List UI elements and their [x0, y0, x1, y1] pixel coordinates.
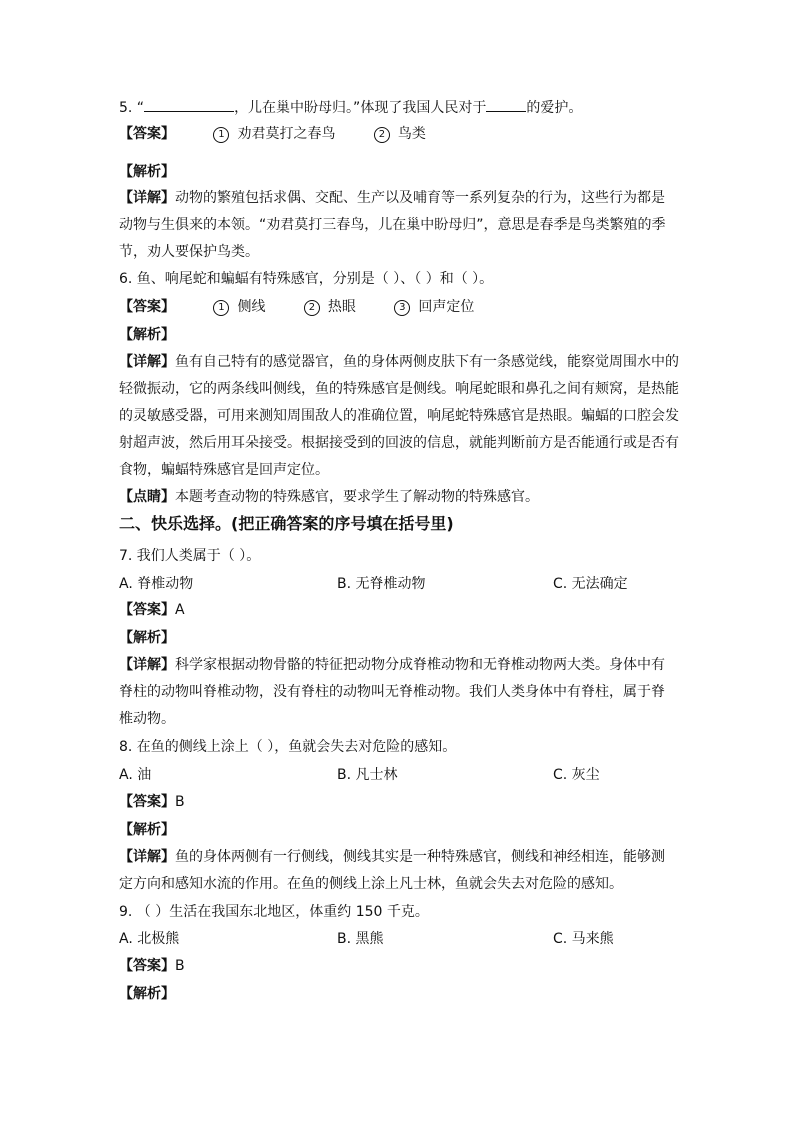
- q5-answer: [119, 124, 679, 144]
- circled-number: 2: [304, 300, 320, 316]
- answer-label: 【答案】: [119, 299, 175, 315]
- q7-option-b: B. 无脊椎动物: [337, 576, 426, 592]
- q8-option-c: C. 灰尘: [553, 767, 600, 783]
- detail-label: 【详解】: [119, 657, 175, 673]
- q7-option-a: A. 脊椎动物: [119, 576, 194, 592]
- q8-detail-1: [119, 847, 679, 867]
- q8-option-a: A. 油: [119, 767, 152, 783]
- q6-detail-4: 射超声波，然后用耳朵接受。根据接受到的回波的信息，就能判断前方是否能通行或是否有: [119, 435, 679, 451]
- answer-text: 侧线: [237, 299, 266, 315]
- section-heading: 二、快乐选择。(把正确答案的序号填在括号里): [119, 514, 454, 533]
- circled-number: 3: [394, 300, 410, 316]
- answer-text: A: [175, 602, 185, 618]
- q9-option-b: B. 黑熊: [337, 931, 384, 947]
- q7-detail-2: 脊柱的动物叫脊椎动物，没有脊柱的动物叫无脊椎动物。我们人类身体中有脊柱，属于脊: [119, 684, 665, 700]
- comment-label: 【点睛】: [119, 489, 175, 505]
- detail-text: 动物的繁殖包括求偶、交配、生产以及哺育等一系列复杂的行为，这些行为都是: [175, 190, 665, 206]
- answer-label: 【答案】: [119, 602, 175, 618]
- q5-detail-1: [119, 188, 679, 208]
- analysis-label: 【解析】: [119, 822, 175, 838]
- q6-comment: [119, 487, 679, 507]
- analysis-label: 【解析】: [119, 164, 175, 180]
- q6-detail-3: 的灵敏感受器，可用来测知周围敌人的准确位置，响尾蛇特殊感官是热眼。蝙蝠的口腔会发: [119, 408, 679, 424]
- q5-prefix: 5. “: [119, 100, 145, 116]
- detail-label: 【详解】: [119, 190, 175, 206]
- q6-stem: 6. 鱼、响尾蛇和蝙蝠有特殊感官，分别是（ ）、（ ）和（ ）。: [119, 271, 494, 287]
- q7-detail-1: [119, 655, 679, 675]
- answer-text: 热眼: [327, 299, 356, 315]
- q9-option-a: A. 北极熊: [119, 931, 180, 947]
- detail-label: 【详解】: [119, 354, 175, 370]
- q5-middle: ，儿在巢中盼母归。”体现了我国人民对于: [234, 100, 487, 116]
- q7-answer: [119, 600, 679, 620]
- q7-option-c: C. 无法确定: [553, 576, 628, 592]
- analysis-label: 【解析】: [119, 630, 175, 646]
- q9-option-c: C. 马来熊: [553, 931, 614, 947]
- q6-detail-5: 食物，蝙蝠特殊感官是回声定位。: [119, 462, 329, 478]
- analysis-label: 【解析】: [119, 986, 175, 1002]
- detail-label: 【详解】: [119, 849, 175, 865]
- q8-answer: [119, 792, 679, 812]
- q6-detail-1: [119, 352, 679, 372]
- q8-stem: 8. 在鱼的侧线上涂上（ ），鱼就会失去对危险的感知。: [119, 739, 457, 755]
- q6-detail-2: 轻微振动，它的两条线叫侧线，鱼的特殊感官是侧线。响尾蛇眼和鼻孔之间有颊窝，是热能: [119, 381, 679, 397]
- q5-blank-1: [144, 97, 234, 112]
- detail-text: 科学家根据动物骨骼的特征把动物分成脊椎动物和无脊椎动物两大类。身体中有: [175, 657, 665, 673]
- q5-stem: [119, 97, 679, 118]
- comment-text: 本题考查动物的特殊感官，要求学生了解动物的特殊感官。: [175, 489, 539, 505]
- q5-detail-2: 动物与生俱来的本领。“劝君莫打三春鸟，儿在巢中盼母归”，意思是春季是鸟类繁殖的季: [119, 217, 666, 233]
- answer-label: 【答案】: [119, 126, 175, 142]
- circled-number: 2: [374, 127, 390, 143]
- answer-text: 劝君莫打之春鸟: [237, 126, 336, 142]
- answer-text: B: [175, 958, 185, 974]
- answer-label: 【答案】: [119, 794, 175, 810]
- detail-text: 鱼有自己特有的感觉器官，鱼的身体两侧皮肤下有一条感觉线，能察觉周围水中的: [175, 354, 679, 370]
- q9-stem: 9. （ ）生活在我国东北地区，体重约 150 千克。: [119, 904, 429, 920]
- answer-label: 【答案】: [119, 958, 175, 974]
- answer-text: B: [175, 794, 185, 810]
- q7-stem: 7. 我们人类属于（ ）。: [119, 548, 261, 564]
- q6-answer: [119, 297, 679, 317]
- answer-text: 鸟类: [397, 126, 426, 142]
- q7-detail-3: 椎动物。: [119, 711, 175, 727]
- answer-text: 回声定位: [418, 299, 475, 315]
- q8-detail-2: 定方向和感知水流的作用。在鱼的侧线上涂上凡士林，鱼就会失去对危险的感知。: [119, 876, 623, 892]
- q8-option-b: B. 凡士林: [337, 767, 398, 783]
- q5-blank-2: [486, 97, 526, 112]
- q9-answer: [119, 956, 679, 976]
- circled-number: 1: [213, 300, 229, 316]
- circled-number: 1: [213, 127, 229, 143]
- detail-text: 鱼的身体两侧有一行侧线，侧线其实是一种特殊感官，侧线和神经相连，能够测: [175, 849, 665, 865]
- analysis-label: 【解析】: [119, 327, 175, 343]
- q5-detail-3: 节，劝人要保护鸟类。: [119, 244, 259, 260]
- q5-suffix: 的爱护。: [526, 100, 583, 116]
